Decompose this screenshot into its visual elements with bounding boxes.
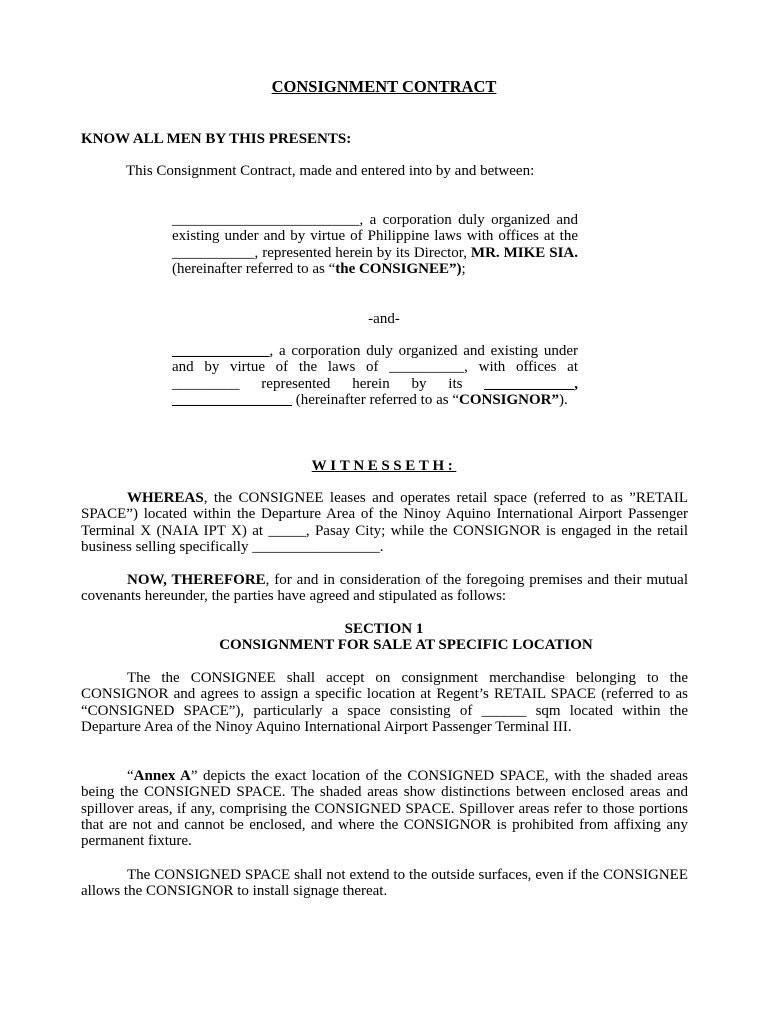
annex-text: ” depicts the exact location of the CONSIGNED SPACE, with the shaded areas being the CONSIGNED SPACE. The shaded areas show distinctions between enclosed areas and spillover areas, if any, comprising the CONSIGNED SPACE. Spillover areas refer to those portions that are not and cannot be enclosed, and where the CONSIGNOR is prohibited from affixing any permanent fixture.: [81, 768, 688, 850]
now-therefore-lead: NOW, THEREFORE: [127, 572, 266, 588]
consignee-end: ;: [461, 260, 466, 277]
annex-open-quote: “: [127, 768, 134, 784]
consigned-space-text: The CONSIGNED SPACE shall not extend to the outside surfaces, even if the CONSIGNEE allows the CONSIGNOR to install signage thereat.: [81, 867, 688, 900]
consigned-space-paragraph: [81, 867, 688, 900]
annex-lead: Annex A: [133, 768, 191, 784]
consignee-name-blank: _________________________: [172, 212, 360, 228]
consignor-text-1: , a corporation duly organized and existing under and by virtue of the laws of __________, with offices at _________ represented herein by its: [172, 343, 578, 392]
consignor-name-blank: _____________: [172, 343, 270, 359]
consignee-director: MR. MIKE SIA.: [470, 244, 578, 261]
consignee-text-1: , a corporation duly organized and existing under and by virtue of Philippine laws with offices at the ___________, represented herein by its Director,: [172, 212, 578, 261]
consignment-paragraph: [81, 670, 688, 735]
consignor-end: ).: [559, 391, 568, 408]
consignor-rep-blank: ____________,: [484, 375, 578, 392]
section-title: CONSIGNMENT FOR SALE AT SPECIFIC LOCATION: [219, 637, 593, 653]
now-therefore-paragraph: [81, 572, 688, 605]
whereas-lead: WHEREAS: [127, 490, 204, 506]
document-title: CONSIGNMENT CONTRACT: [271, 77, 497, 96]
know-all-heading: KNOW ALL MEN BY THIS PRESENTS:: [81, 131, 352, 147]
consignor-text-2: (hereinafter referred to as “: [292, 391, 459, 408]
consignee-role: the CONSIGNEE”): [335, 260, 462, 277]
intro-line: This Consignment Contract, made and entered into by and between:: [126, 163, 535, 179]
party-consignor: [172, 343, 578, 408]
whereas-text: , the CONSIGNEE leases and operates retail space (referred to as ”RETAIL SPACE”) located within the Departure Area of the Ninoy Aquino International Airport Passenger Terminal X (NAIA IPT X) at _____, Pasay City; while the CONSIGNOR is engaged in the retail business selling specifically _________________.: [81, 490, 688, 555]
now-therefore-text: , for and in consideration of the foregoing premises and their mutual covenants hereunder, the parties have agreed and stipulated as follows:: [81, 572, 688, 605]
section-number: SECTION 1: [344, 621, 424, 637]
party-consignee: [172, 212, 578, 277]
witnesseth-heading: WITNESSETH:: [311, 458, 457, 474]
whereas-paragraph: [81, 490, 688, 555]
consignor-role: CONSIGNOR”: [458, 391, 559, 408]
annex-paragraph: [81, 768, 688, 849]
consignor-title-blank: ________________: [172, 391, 292, 408]
and-separator: -and-: [368, 311, 400, 327]
consignment-text: The the CONSIGNEE shall accept on consignment merchandise belonging to the CONSIGNOR and agrees to assign a specific location at Regent’s RETAIL SPACE (referred to as “CONSIGNED SPACE”), particularly a space consisting of ______ sqm located within the Departure Area of the Ninoy Aquino International Airport Passenger Terminal III.: [81, 670, 688, 735]
consignee-text-2: (hereinafter referred to as “: [172, 260, 336, 277]
